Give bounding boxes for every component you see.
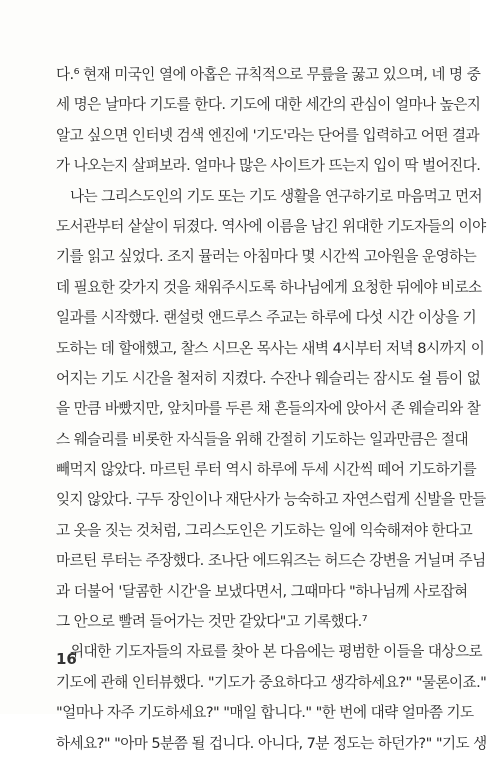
text-line: 도하는 데 할애했고, 찰스 시므온 목사는 새벽 4시부터 저녁 8시까지 이 — [56, 339, 485, 357]
text-line: 다.⁶ 현재 미국인 열에 아홉은 규칙적으로 무릎을 꿇고 있으며, 네 명 중 — [56, 66, 481, 83]
text-line: 일과를 시작했다. 랜설럿 앤드루스 주교는 하루에 다섯 시간 이상을 기 — [56, 309, 477, 327]
text-line: 세 명은 날마다 기도를 한다. 기도에 대한 세간의 관심이 얼마나 높은지 — [56, 96, 481, 114]
text-line: 고 옷을 짓는 것처럼, 그리스도인은 기도하는 일에 익숙해져야 한다고 — [56, 521, 473, 539]
text-line: 을 만큼 바빴지만, 앞치마를 두른 채 흔들의자에 앉아서 존 웨슬리와 찰 — [56, 400, 481, 418]
text-line: 가 나오는지 살펴보라. 얼마나 많은 사이트가 뜨는지 입이 딱 벌어진다. — [56, 157, 481, 175]
text-line: 도서관부터 샅샅이 뒤졌다. 역사에 이름을 남긴 위대한 기도자들의 이야 — [56, 217, 486, 235]
text-line: 그 안으로 빨려 들어가는 것만 같았다"고 기록했다.⁷ — [56, 613, 368, 631]
text-line: "얼마나 자주 기도하세요?" "매일 합니다." "한 번에 대략 얼마쯤 기도 — [56, 704, 474, 722]
text-line: 마르틴 루터는 주장했다. 조나단 에드워즈는 허드슨 강변을 거닐며 주님 — [56, 552, 486, 570]
text-line: 과 더불어 '달콤한 시간'을 보냈다면서, 그때마다 "하나님께 사로잡혀 — [56, 582, 468, 600]
text-line: 스 웨슬리를 비롯한 자식들을 위해 간절히 기도하는 일과만큼은 절대 — [56, 430, 469, 448]
text-line: 하세요?" "아마 5분쯤 될 겁니다. 아니다, 7분 정도는 하던가?" "기도 생 — [56, 734, 487, 752]
text-line: 알고 싶으면 인터넷 검색 엔진에 '기도'라는 단어를 입력하고 어떤 결과 — [56, 126, 480, 144]
page-number: 16 — [56, 650, 77, 668]
paragraph-first-line: 위대한 기도자들의 자료를 찾아 본 다음에는 평범한 이들을 대상으로 — [70, 643, 483, 661]
text-line: 기를 읽고 싶었다. 조지 뮬러는 아침마다 몇 시간씩 고아원을 운영하는 — [56, 248, 477, 266]
text-line: 잊지 않았다. 구두 장인이나 재단사가 능숙하고 자연스럽게 신발을 만들 — [56, 491, 486, 509]
text-line: 빼먹지 않았다. 마르틴 루터 역시 하루에 두세 시간씩 떼어 기도하기를 — [56, 461, 477, 479]
text-line: 기도에 관해 인터뷰했다. "기도가 중요하다고 생각하세요?" "물론이죠." — [56, 673, 487, 691]
text-line: 데 필요한 갖가지 것을 채워주시도록 하나님에게 요청한 뒤에야 비로소 — [56, 278, 482, 296]
paragraph-first-line: 나는 그리스도인의 기도 또는 기도 생활을 연구하기로 마음먹고 먼저 — [70, 187, 483, 205]
text-line: 어지는 기도 시간을 철저히 지켰다. 수잔나 웨슬리는 잠시도 쉴 틈이 없 — [56, 369, 481, 387]
body-text — [56, 60, 487, 759]
